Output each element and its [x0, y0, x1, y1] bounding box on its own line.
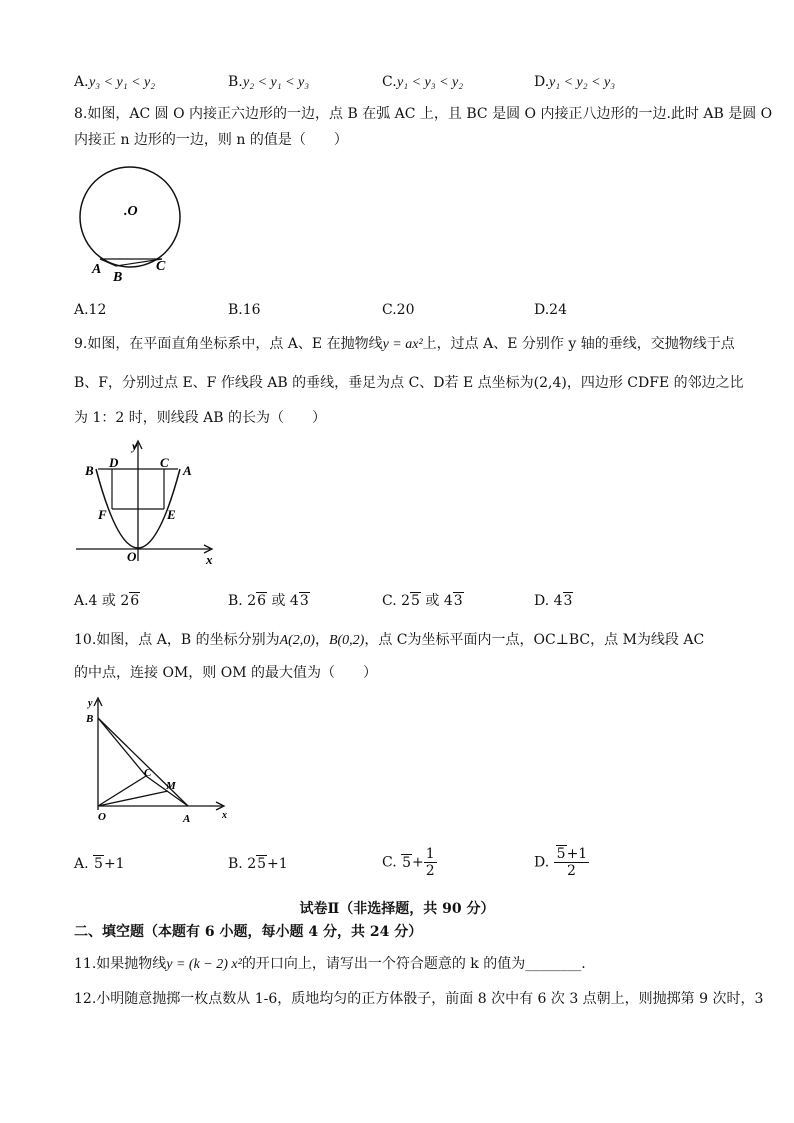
label-c: C	[144, 767, 152, 779]
q7-option-c: C.	[382, 74, 397, 90]
q9-option-a: A.4 或 26	[74, 593, 140, 609]
label-e: E	[167, 507, 176, 522]
label-d: D	[109, 455, 119, 470]
segment-ba	[98, 718, 188, 806]
q8-option-d: D.24	[534, 302, 567, 318]
q7-option-b-text: y₂ < y₁ < y₃	[243, 75, 310, 90]
q9-option-b: B. 26 或 43	[228, 593, 309, 609]
q10-figure	[84, 696, 234, 826]
q12-line: 12.小明随意抛掷一枚点数从 1-6，质地均匀的正方体骰子，前面 8 次中有 6 次 3 点朝上，则抛掷第 9 次时，3	[74, 991, 764, 1007]
q7-option-d-text: y₁ < y₂ < y₃	[549, 75, 616, 90]
q9-option-d: D. 43	[534, 593, 573, 609]
q9-option-c: C. 25 或 43	[382, 593, 463, 609]
q7-option-a: A.	[74, 74, 89, 90]
label-a: A	[183, 813, 191, 825]
label-m: M	[166, 780, 176, 792]
label-x: x	[206, 552, 213, 567]
q8-option-a: A.12	[74, 302, 107, 318]
label-o: O	[127, 549, 137, 564]
q9-line2: B、F，分别过点 E、F 作线段 AB 的垂线，垂足为点 C、D若 E 点坐标为(2,4)，四边形 CDFE 的邻边之比	[74, 375, 744, 391]
label-b: B	[85, 463, 94, 478]
label-a: A	[183, 463, 192, 478]
q8-line2: 内接正 n 边形的一边，则 n 的值是（ ）	[74, 132, 348, 148]
segment-om	[98, 791, 168, 806]
segment-bc	[98, 718, 146, 776]
label-c: C	[156, 259, 166, 274]
section-title: 试卷Ⅱ（非选择题，共 90 分）	[299, 901, 495, 917]
label-y: y	[132, 439, 138, 453]
q10-option-b: B. 25+1	[228, 856, 288, 872]
q10-option-c: C. 5+ $\frac{1}{2}$	[382, 846, 435, 879]
q9-line3: 为 1：2 时，则线段 AB 的长为（ ）	[74, 410, 327, 426]
q7-option-d: D.	[534, 74, 550, 90]
q11-line: 11.如果抛物线y = (k − 2) x²的开口向上，请写出一个符合题意的 k 的值为________.	[74, 956, 586, 972]
q7-option-b: B.	[228, 74, 243, 90]
q10-option-a: A. 5+1	[74, 856, 125, 872]
q10-option-d: D. $\frac{5+1}{2}$	[534, 846, 588, 879]
q8-line1: 8.如图，AC 圆 O 内接正六边形的一边，点 B 在弧 AC 上，且 BC 是圆 O 内接正八边形的一边.此时 AB 是圆 O	[74, 106, 773, 122]
label-o: .O	[124, 204, 138, 219]
q9-line1: 9.如图，在平面直角坐标系中，点 A、E 在抛物线y = ax²上，过点 A、E 分别作 y 轴的垂线，交抛物线于点	[74, 336, 735, 352]
label-b: B	[113, 270, 123, 285]
label-a: A	[92, 262, 102, 277]
q10-line1: 10.如图，点 A，B 的坐标分别为A(2,0)，B(0,2)，点 C为坐标平面内一点，OC⊥BC，点 M为线段 AC	[74, 632, 705, 648]
label-f: F	[98, 507, 107, 522]
q8-option-b: B.16	[228, 302, 261, 318]
q8-option-c: C.20	[382, 302, 415, 318]
label-o: O	[98, 811, 106, 823]
q8-figure	[78, 165, 188, 285]
label-c: C	[160, 455, 169, 470]
q7-option-a-text: y₃ < y₁ < y₂	[89, 75, 156, 90]
q9-figure	[74, 437, 224, 567]
label-b: B	[86, 713, 94, 725]
label-y: y	[88, 698, 93, 709]
q10-line2: 的中点，连接 OM，则 OM 的最大值为（ ）	[74, 665, 377, 681]
section-heading: 二、填空题（本题有 6 小题，每小题 4 分，共 24 分）	[74, 924, 423, 940]
label-x: x	[222, 810, 227, 821]
q7-option-c-text: y₁ < y₃ < y₂	[397, 75, 464, 90]
arc-ab-bc	[100, 259, 162, 266]
